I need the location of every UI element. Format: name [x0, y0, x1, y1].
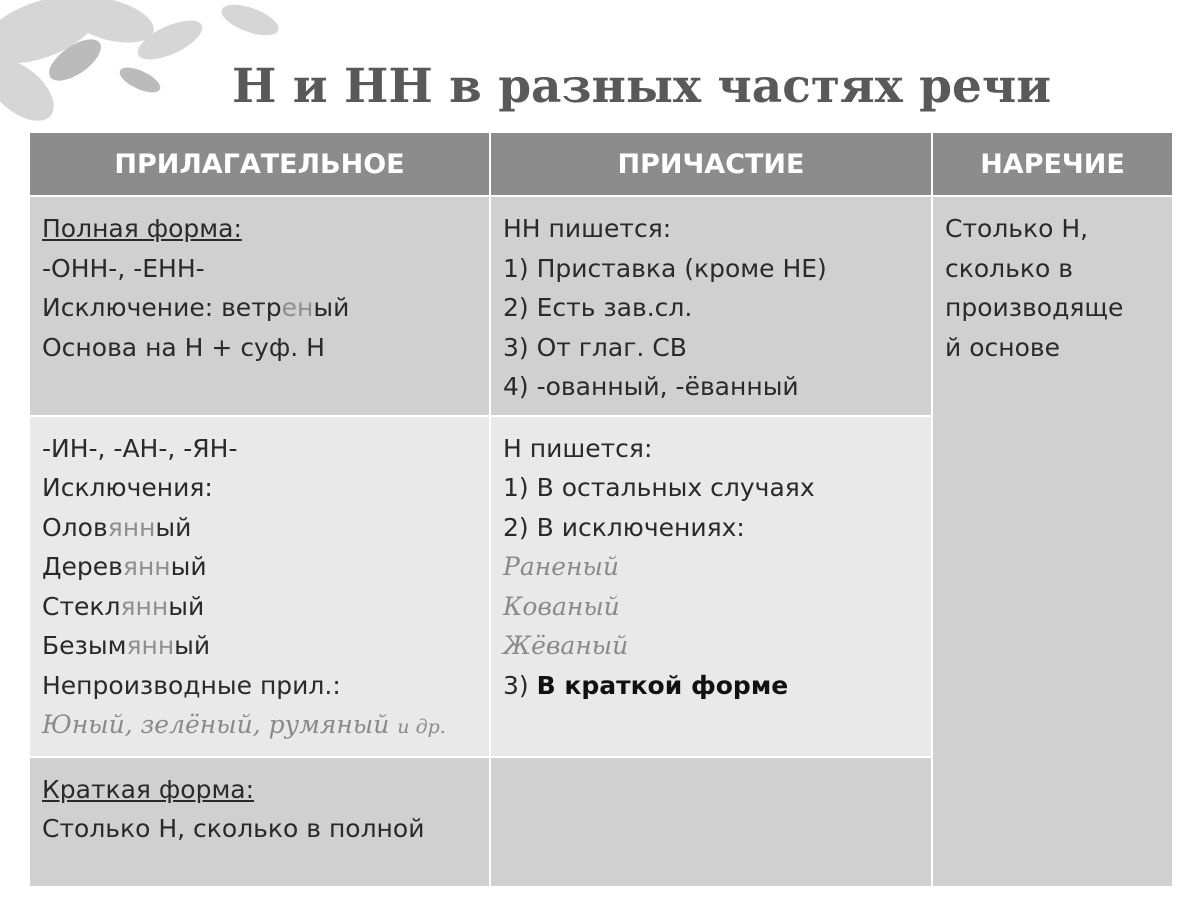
adverb-line: сколько в	[945, 253, 1073, 283]
word-end: ый	[170, 552, 207, 581]
header-adjective: ПРИЛАГАТЕЛЬНОЕ	[29, 132, 490, 196]
exception-highlight: ен	[281, 293, 314, 322]
participle-n-cell	[490, 416, 932, 757]
header-participle: ПРИЧАСТИЕ	[490, 132, 932, 196]
word-start: Безым	[42, 631, 127, 660]
nonderived-examples	[42, 705, 479, 748]
list-item: 1) Приставка (кроме НЕ)	[503, 253, 827, 283]
exceptions-heading: Исключения:	[42, 473, 213, 502]
list-item: 2) В исключениях:	[503, 512, 745, 542]
adjective-suffix-cell	[29, 416, 490, 757]
item-number: 3)	[503, 670, 537, 700]
exception-word	[42, 587, 479, 627]
list-item: 1) В остальных случаях	[503, 473, 815, 502]
nn-heading: НН пишется:	[503, 214, 672, 243]
short-form-heading: Краткая форма:	[42, 774, 255, 804]
participle-nn-cell	[490, 196, 932, 416]
full-form-heading: Полная форма:	[42, 214, 242, 243]
suffix-list: -ИН-, -АН-, -ЯН-	[42, 433, 238, 463]
list-item	[503, 666, 921, 706]
adverb-line: й основе	[945, 332, 1060, 362]
list-item: 4) -ованный, -ёванный	[503, 372, 799, 401]
adjective-full-form-cell	[29, 196, 490, 416]
n-heading: Н пишется:	[503, 433, 653, 463]
list-item: 2) Есть зав.сл.	[503, 293, 693, 322]
exception-example: Жёваный	[503, 631, 629, 660]
word-highlight: янн	[107, 512, 156, 542]
nonderived-heading: Непроизводные прил.:	[42, 670, 341, 700]
full-form-stem-rule: Основа на Н + суф. Н	[42, 332, 325, 362]
header-row	[29, 132, 1173, 196]
word-start: Стекл	[42, 591, 121, 621]
short-form-rule: В краткой форме	[536, 670, 789, 700]
exception-word	[42, 508, 479, 548]
word-end: ый	[174, 631, 211, 660]
exception-example: Раненый	[503, 552, 619, 581]
word-start: Дерев	[42, 552, 123, 581]
list-item: 3) От глаг. СВ	[503, 332, 687, 362]
adverb-cell	[932, 196, 1173, 887]
adjective-short-form-cell	[29, 757, 490, 888]
short-form-rule-text: Столько Н, сколько в полной	[42, 814, 425, 843]
nonderived-words: Юный, зелёный, румяный	[42, 710, 390, 739]
exception-suffix: ый	[313, 293, 350, 322]
participle-empty-cell	[490, 757, 932, 888]
page-title: Н и НН в разных частях речи	[232, 59, 1052, 114]
word-highlight: янн	[126, 631, 175, 660]
word-end: ый	[168, 591, 205, 621]
nonderived-etc: и др.	[397, 716, 446, 738]
exception-prefix: Исключение: ветр	[42, 293, 282, 322]
header-adverb: НАРЕЧИЕ	[932, 132, 1173, 196]
rules-table	[28, 131, 1174, 888]
word-highlight: янн	[122, 552, 171, 581]
exception-word	[42, 547, 479, 587]
adverb-line: Столько Н,	[945, 214, 1089, 243]
exception-example: Кованый	[503, 591, 620, 621]
word-highlight: янн	[120, 591, 169, 621]
adverb-line: производяще	[945, 293, 1124, 322]
full-form-suffixes: -ОНН-, -ЕНН-	[42, 253, 205, 283]
table-row	[29, 196, 1173, 416]
exception-word	[42, 626, 479, 666]
word-end: ый	[155, 512, 192, 542]
full-form-exception	[42, 288, 479, 328]
word-start: Олов	[42, 512, 108, 542]
